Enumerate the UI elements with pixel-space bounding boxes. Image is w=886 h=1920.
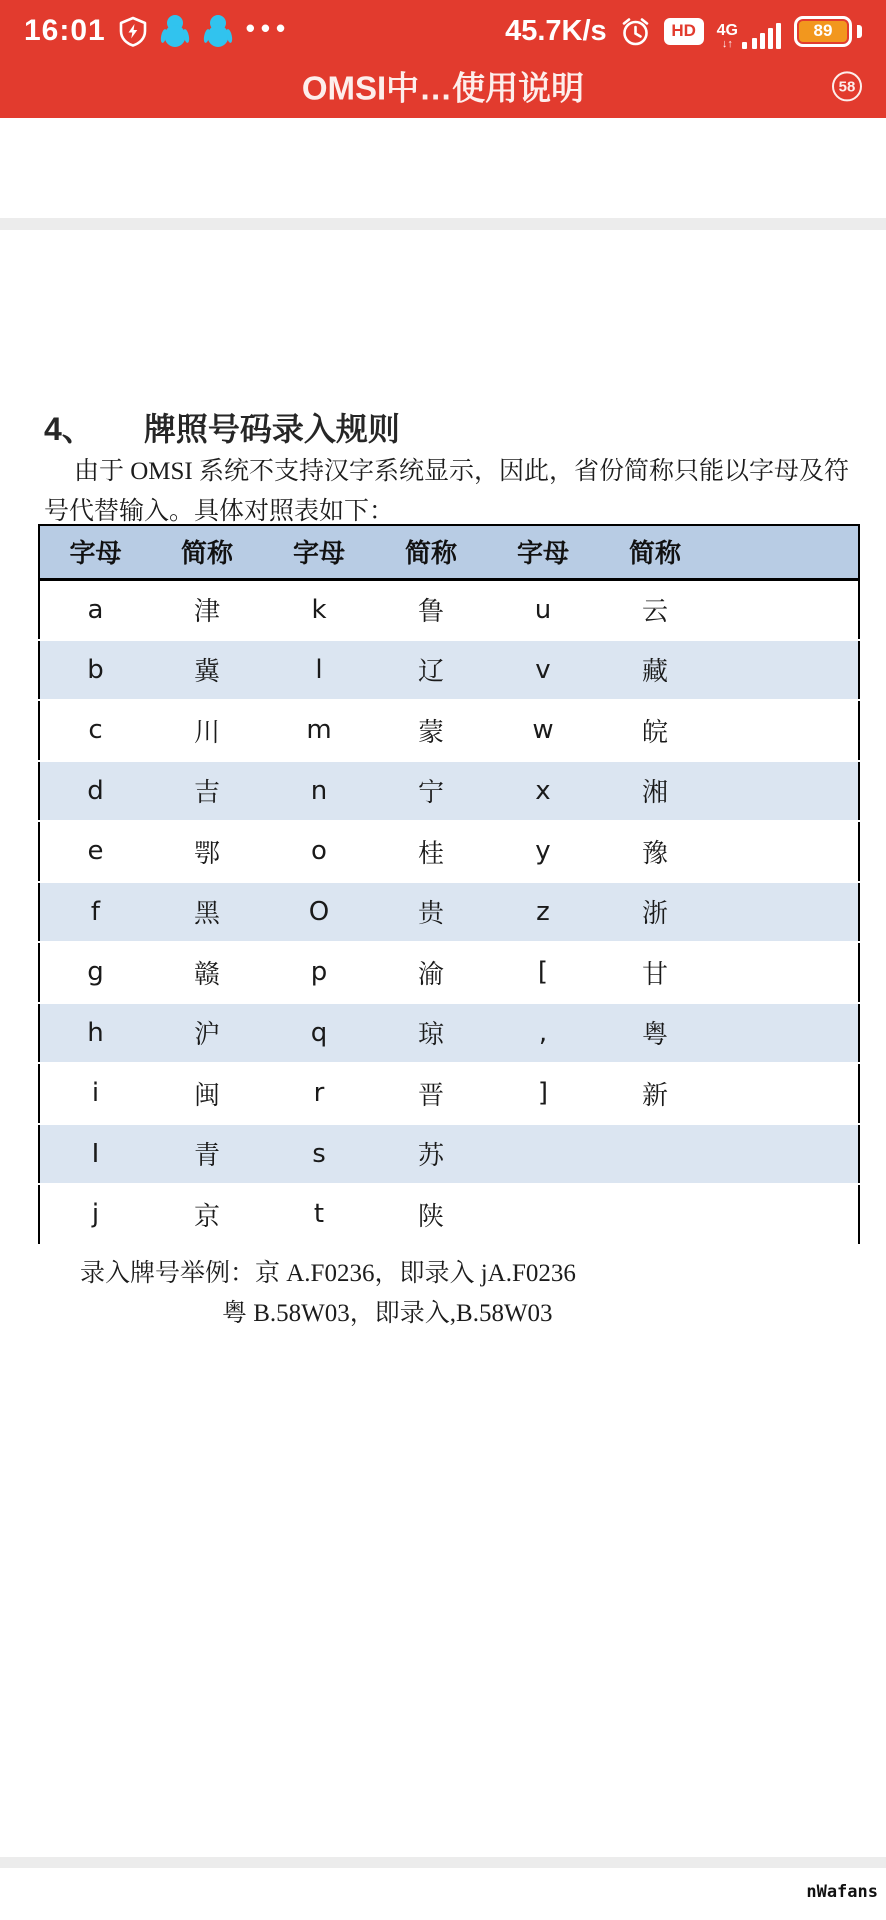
abbreviation-cell: 贵 [417,898,444,929]
abbreviation-cell: 渝 [417,958,444,989]
letter-abbreviation-table [38,524,860,1246]
page-title: OMSI中…使用说明 [301,69,585,107]
abbreviation-cell: 甘 [641,958,668,989]
example-line: 粤 B.58W03，即录入,B.58W03 [222,1300,553,1327]
letter-cell: z [536,896,550,927]
more-notifications-icon: ••• [245,12,292,43]
letter-cell: [ [537,957,549,988]
letter-cell [711,882,859,943]
letter-cell: w [532,715,554,746]
abbreviation-cell: 冀 [193,656,220,687]
letter-cell: k [311,594,327,625]
letter-cell [711,1124,859,1185]
abbreviation-cell: 粤 [641,1019,668,1050]
status-bar [0,0,886,62]
abbreviation-cell: 鄂 [193,837,220,868]
abbreviation-cell: 皖 [641,716,668,747]
data-arrows-icon: ↓↑ [721,38,733,50]
letter-cell: , [538,1017,548,1048]
table-row [39,942,859,1003]
network-type-label: 4G [716,22,738,39]
column-header: 简称 [151,525,263,579]
letter-cell: c [88,715,103,746]
section-heading [44,404,400,450]
letter-cell: b [87,654,104,685]
section-number: 4、 [44,411,94,447]
letter-cell: s [312,1138,326,1169]
abbreviation-cell: 京 [193,1200,220,1231]
letter-cell: d [87,775,104,806]
document-viewport[interactable] [0,118,886,1857]
abbreviation-cell: 鲁 [417,596,444,626]
alarm-icon [620,16,651,47]
abbreviation-cell: 豫 [641,837,668,868]
signal-4g-icon [717,13,781,49]
abbreviation-cell [599,1124,711,1185]
column-header: 字母 [39,525,151,579]
title-bar [0,62,886,118]
letter-cell: r [313,1078,325,1109]
letter-cell: p [310,957,328,988]
column-header: 字母 [487,525,599,579]
network-speed: 45.7K/s [505,14,607,47]
abbreviation-cell: 藏 [641,656,668,687]
column-header: 字母 [263,525,375,579]
letter-cell: O [308,896,330,927]
letter-cell: j [91,1199,100,1230]
plate-entry-examples [80,1254,576,1334]
letter-cell [711,579,859,640]
letter-cell: v [535,654,551,685]
clock: 16:01 [24,14,106,47]
battery-icon [794,16,852,47]
abbreviation-cell: 黑 [193,898,220,929]
signal-bars-icon [742,23,781,49]
abbreviation-cell: 津 [193,596,220,626]
qq-icon [203,14,233,48]
security-shield-icon [119,16,147,47]
letter-cell: g [87,957,104,988]
table-row [39,761,859,822]
letter-cell: u [534,594,552,625]
letter-cell: q [310,1017,328,1048]
letter-cell: x [535,775,551,806]
table-row [39,882,859,943]
column-header: 简称 [375,525,487,579]
letter-cell: I [91,1138,100,1169]
abbreviation-cell: 赣 [193,958,220,989]
letter-cell [711,1003,859,1064]
watermark: nWafans [806,1882,878,1902]
volte-hd-icon: HD [664,18,704,45]
abbreviation-cell: 蒙 [417,716,444,747]
letter-cell: i [91,1078,100,1109]
battery-nub [857,25,862,38]
table-row [39,1063,859,1124]
abbreviation-cell: 川 [193,716,220,747]
letter-cell: n [310,775,328,806]
abbreviation-cell: 琼 [417,1019,444,1050]
abbreviation-cell: 苏 [417,1140,444,1171]
letter-cell: m [306,715,332,746]
app-bar [0,0,886,118]
abbreviation-cell: 云 [641,596,668,626]
letter-cell [711,761,859,822]
table-header-row [39,525,859,579]
letter-cell [487,1184,599,1245]
abbreviation-cell: 湘 [641,777,668,808]
section-title: 牌照号码录入规则 [143,411,400,447]
letter-cell: f [90,896,101,927]
table-row [39,821,859,882]
letter-cell: a [87,594,104,625]
abbreviation-cell: 青 [193,1140,220,1171]
letter-cell [711,1184,859,1245]
page-separator [0,1857,886,1868]
letter-cell: t [313,1199,325,1230]
abbreviation-cell: 辽 [417,656,444,687]
abbreviation-cell: 桂 [417,837,444,868]
abbreviation-cell: 宁 [417,777,444,808]
table-row [39,640,859,701]
app-58-badge-icon[interactable]: 58 [832,71,862,101]
letter-cell [711,640,859,701]
letter-cell [711,1063,859,1124]
letter-cell: h [87,1017,104,1048]
abbreviation-cell: 吉 [193,777,220,808]
intro-paragraph: 由于 OMSI 系统不支持汉字系统显示，因此，省份简称只能以字母及符号代替输入。具体对照表如下： [44,458,850,525]
letter-cell: l [315,654,323,685]
abbreviation-cell: 陕 [417,1200,444,1231]
table-row [39,700,859,761]
abbreviation-cell: 沪 [193,1019,220,1050]
abbreviation-cell: 闽 [193,1079,220,1110]
letter-cell: e [87,836,104,867]
example-line: 录入牌号举例：京 A.F0236，即录入 jA.F0236 [80,1260,576,1287]
letter-cell: o [311,836,327,867]
table-row [39,579,859,640]
letter-cell [711,821,859,882]
qq-icon [160,14,190,48]
table-row [39,1124,859,1185]
letter-cell [487,1124,599,1185]
letter-cell [711,942,859,1003]
column-header [711,525,859,579]
abbreviation-cell [599,1184,711,1245]
abbreviation-cell: 晋 [417,1079,444,1110]
table-row [39,1003,859,1064]
abbreviation-cell: 浙 [641,898,668,929]
battery-level: 89 [799,21,847,42]
column-header: 简称 [599,525,711,579]
letter-cell: y [535,836,551,867]
letter-cell: ] [537,1078,549,1109]
letter-cell [711,700,859,761]
abbreviation-cell: 新 [641,1079,668,1110]
table-row [39,1184,859,1245]
